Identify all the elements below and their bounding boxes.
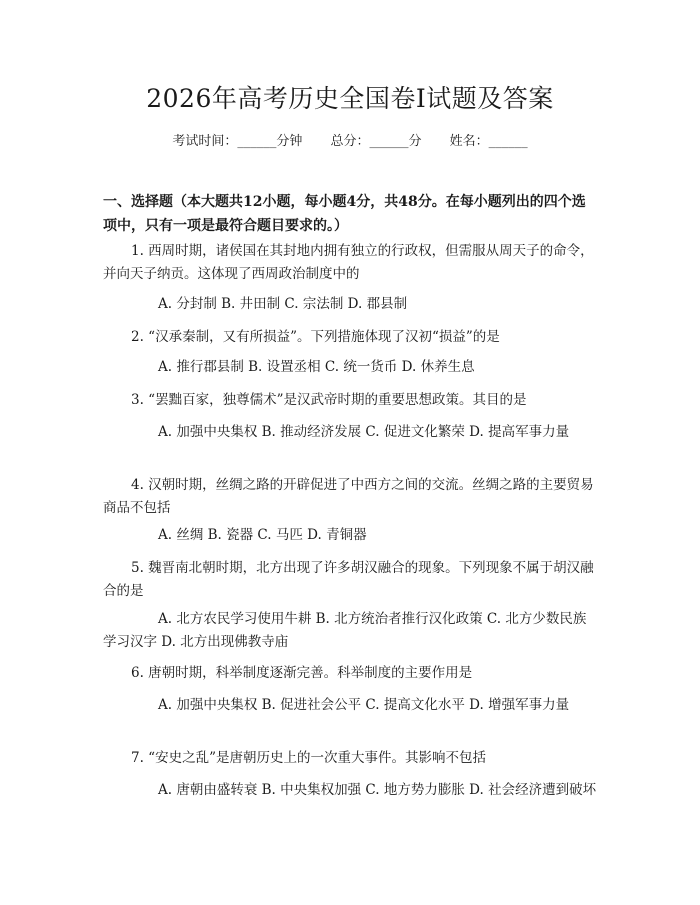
exam-time-field: 考试时间：______分钟 <box>172 134 303 149</box>
page-title: 2026年高考历史全国卷Ⅰ试题及答案 <box>146 84 554 113</box>
question-1-stem: 1. 西周时期，诸侯国在其封地内拥有独立的行政权，但需服从周天子的命令，并向天子纳贡。这体现了西周政治制度中的 <box>103 243 594 282</box>
question-3-stem: 3. “罢黜百家，独尊儒术”是汉武帝时期的重要思想政策。其目的是 <box>131 392 527 408</box>
question-3-options: A. 加强中央集权 B. 推动经济发展 C. 促进文化繁荣 D. 提高军事力量 <box>158 424 570 440</box>
question-2-options: A. 推行郡县制 B. 设置丞相 C. 统一货币 D. 休养生息 <box>158 359 475 375</box>
question-5-options: A. 北方农民学习使用牛耕 B. 北方统治者推行汉化政策 C. 北方少数民族学习汉字 D. 北方出现佛教寺庙 <box>103 611 587 650</box>
question-4-stem: 4. 汉朝时期，丝绸之路的开辟促进了中西方之间的交流。丝绸之路的主要贸易商品不包括 <box>103 477 594 516</box>
question-1-options: A. 分封制 B. 井田制 C. 宗法制 D. 郡县制 <box>158 296 408 312</box>
question-6-stem: 6. 唐朝时期，科举制度逐渐完善。科举制度的主要作用是 <box>131 665 473 681</box>
question-7-stem: 7. “安史之乱”是唐朝历史上的一次重大事件。其影响不包括 <box>131 750 486 766</box>
question-6-options: A. 加强中央集权 B. 促进社会公平 C. 提高文化水平 D. 增强军事力量 <box>158 697 570 713</box>
question-2-stem: 2. “汉承秦制，又有所损益”。下列措施体现了汉初“损益”的是 <box>131 329 500 345</box>
section-heading: 一、选择题（本大题共12小题，每小题4分，共48分。在每小题列出的四个选项中，只有一项是最符合题目要求的。） <box>103 194 586 234</box>
question-4-options: A. 丝绸 B. 瓷器 C. 马匹 D. 青铜器 <box>158 527 367 543</box>
total-score-field: 总分：______分 <box>330 134 422 149</box>
question-7-options: A. 唐朝由盛转衰 B. 中央集权加强 C. 地方势力膨胀 D. 社会经济遭到破坏 <box>158 782 597 798</box>
exam-info-line <box>0 132 700 152</box>
student-name-field: 姓名：______ <box>449 134 528 149</box>
question-5-stem: 5. 魏晋南北朝时期，北方出现了许多胡汉融合的现象。下列现象不属于胡汉融合的是 <box>103 560 594 599</box>
